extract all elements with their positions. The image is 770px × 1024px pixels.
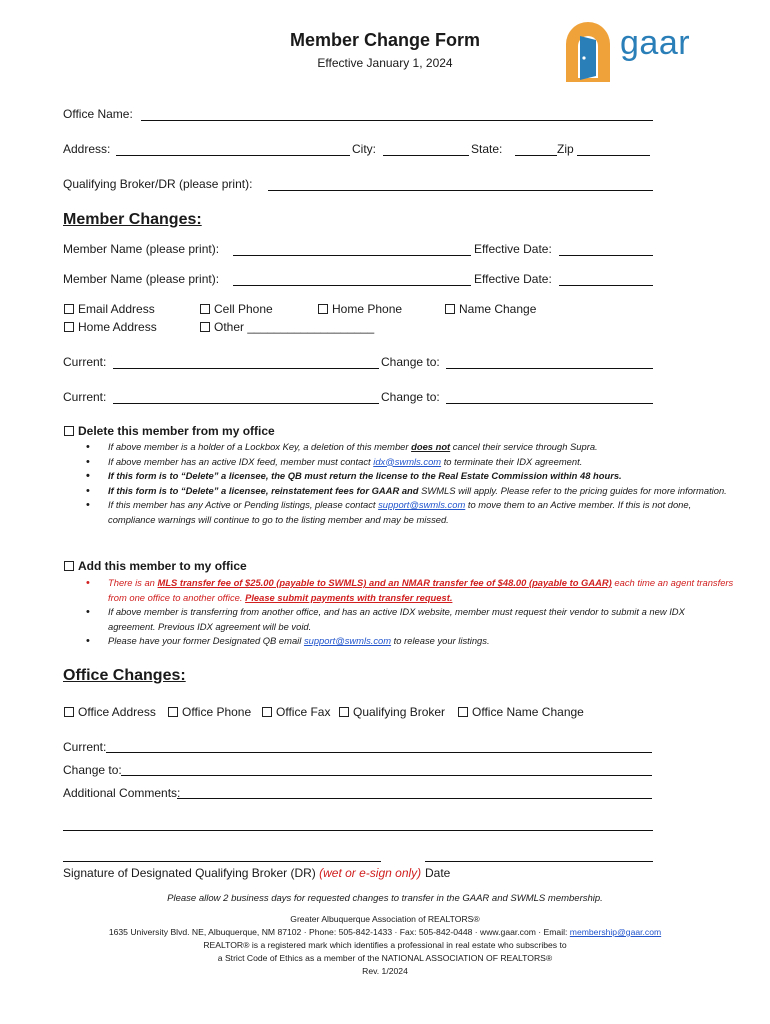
footer-org: Greater Albuquerque Association of REALTORS® xyxy=(290,914,480,924)
change-to-label-2: Change to: xyxy=(381,390,440,404)
checkbox-icon[interactable] xyxy=(262,707,272,717)
processing-notice: Please allow 2 business days for requested changes to transfer in the GAAR and SWMLS membership. xyxy=(167,893,603,904)
date-label: Date xyxy=(425,866,451,880)
additional-comments-label: Additional Comments: xyxy=(63,786,181,800)
footer-contact: 1635 University Blvd. NE, Albuquerque, NM 87102 · Phone: 505-842-1433 · Fax: 505-842-0448 · www.gaar.com · Email: membership@gaar.com xyxy=(108,927,662,937)
address-label: Address: xyxy=(63,142,111,156)
checkbox-icon[interactable] xyxy=(168,707,178,717)
add-notes-list xyxy=(84,576,734,649)
footer-ethics-note: a Strict Code of Ethics as a member of the NATIONAL ASSOCIATION OF REALTORS® xyxy=(217,953,553,963)
office-changes-heading: Office Changes: xyxy=(63,667,186,684)
current-label-1: Current: xyxy=(63,355,107,369)
checkbox-icon[interactable] xyxy=(200,304,210,314)
state-field[interactable] xyxy=(515,155,557,156)
city-label: City: xyxy=(352,142,376,156)
additional-comments-field[interactable] xyxy=(177,798,652,799)
member-name-label-1: Member Name (please print): xyxy=(63,242,220,256)
office-current-label: Current: xyxy=(63,740,107,754)
list-item: • If this form is to “Delete” a licensee, the QB must return the license to the Real Estate Commission within 48 hours. xyxy=(84,469,734,484)
footer-revision: Rev. 1/2024 xyxy=(362,966,408,976)
state-label: State: xyxy=(471,142,503,156)
zip-field[interactable] xyxy=(577,155,650,156)
checkbox-icon[interactable] xyxy=(200,322,210,332)
logo-wordmark: gaar xyxy=(620,24,691,62)
checkbox-icon[interactable] xyxy=(458,707,468,717)
effective-date-field-1[interactable] xyxy=(559,255,653,256)
list-item: • If this form is to “Delete” a licensee, reinstatement fees for GAAR and SWMLS will apply. Please refer to the pricing guides for more information. xyxy=(84,484,734,499)
gaar-logo xyxy=(556,16,706,88)
member-name-label-2: Member Name (please print): xyxy=(63,272,220,286)
effective-date-field-2[interactable] xyxy=(559,285,653,286)
office-name-label: Office Name: xyxy=(63,107,133,121)
office-change-to-label: Change to: xyxy=(63,763,122,777)
other-checkbox[interactable]: Other ___________________ xyxy=(200,320,374,334)
checkbox-icon[interactable] xyxy=(64,426,74,436)
office-name-field[interactable] xyxy=(141,120,653,121)
delete-notes-list xyxy=(84,440,734,527)
office-address-checkbox[interactable]: Office Address xyxy=(64,705,156,719)
effective-date-label-2: Effective Date: xyxy=(474,272,552,286)
member-name-field-1[interactable] xyxy=(233,255,471,256)
support-email-link[interactable]: support@swmls.com xyxy=(378,499,466,510)
list-item: • If above member has an active IDX feed, member must contact idx@swmls.com to terminate their IDX agreement. xyxy=(84,455,734,470)
member-name-field-2[interactable] xyxy=(233,285,471,286)
office-fax-checkbox[interactable]: Office Fax xyxy=(262,705,330,719)
door-logo-icon xyxy=(556,16,620,88)
change-to-field-2[interactable] xyxy=(446,403,653,404)
effective-date-label-1: Effective Date: xyxy=(474,242,552,256)
change-to-label-1: Change to: xyxy=(381,355,440,369)
date-field[interactable] xyxy=(425,861,653,862)
form-subtitle: Effective January 1, 2024 xyxy=(317,56,453,70)
signature-note: (wet or e-sign only) xyxy=(319,866,422,880)
member-changes-heading: Member Changes: xyxy=(63,211,202,228)
signature-field[interactable] xyxy=(63,861,381,862)
qualifying-broker-checkbox[interactable]: Qualifying Broker xyxy=(339,705,445,719)
list-item: • If this member has any Active or Pending listings, please contact support@swmls.com to move them to an Active member. If this is not done, compliance warnings will continue to go to the listing member and may be missed. xyxy=(84,498,734,527)
office-change-to-field[interactable] xyxy=(121,775,652,776)
name-change-checkbox[interactable]: Name Change xyxy=(445,302,536,316)
list-item: • If above member is transferring from another office, and has an active IDX website, member must request their vendor to submit a new IDX agreement. Previous IDX agreement will be void. xyxy=(84,605,734,634)
home-phone-checkbox[interactable]: Home Phone xyxy=(318,302,402,316)
list-item: • If above member is a holder of a Lockbox Key, a deletion of this member does not cancel their service through Supra. xyxy=(84,440,734,455)
support-email-link[interactable]: support@swmls.com xyxy=(303,635,392,646)
home-address-checkbox[interactable]: Home Address xyxy=(64,320,157,334)
current-field-2[interactable] xyxy=(113,403,379,404)
list-item: • Please have your former Designated QB email support@swmls.com to release your listings. xyxy=(84,634,734,649)
checkbox-icon[interactable] xyxy=(339,707,349,717)
signature-label: Signature of Designated Qualifying Broker (DR) (wet or e-sign only) xyxy=(63,866,422,880)
checkbox-icon[interactable] xyxy=(64,322,74,332)
zip-label: Zip xyxy=(557,142,574,156)
delete-member-checkbox[interactable]: Delete this member from my office xyxy=(64,424,275,438)
checkbox-icon[interactable] xyxy=(64,707,74,717)
office-name-change-checkbox[interactable]: Office Name Change xyxy=(458,705,584,719)
change-to-field-1[interactable] xyxy=(446,368,653,369)
membership-email-link[interactable]: membership@gaar.com xyxy=(569,927,662,937)
email-address-checkbox[interactable]: Email Address xyxy=(64,302,155,316)
additional-comments-field-2[interactable] xyxy=(63,830,653,831)
qualifying-broker-label: Qualifying Broker/DR (please print): xyxy=(63,177,253,191)
form-title: Member Change Form xyxy=(289,30,481,50)
footer-realtor-note: REALTOR® is a registered mark which identifies a professional in real estate who subscribes to xyxy=(203,940,567,950)
cell-phone-checkbox[interactable]: Cell Phone xyxy=(200,302,273,316)
add-member-checkbox[interactable]: Add this member to my office xyxy=(64,559,247,573)
current-label-2: Current: xyxy=(63,390,107,404)
checkbox-icon[interactable] xyxy=(445,304,455,314)
qualifying-broker-field[interactable] xyxy=(268,190,653,191)
office-phone-checkbox[interactable]: Office Phone xyxy=(168,705,251,719)
city-field[interactable] xyxy=(383,155,469,156)
current-field-1[interactable] xyxy=(113,368,379,369)
checkbox-icon[interactable] xyxy=(64,304,74,314)
address-field[interactable] xyxy=(116,155,350,156)
checkbox-icon[interactable] xyxy=(64,561,74,571)
list-item: • There is an MLS transfer fee of $25.00 (payable to SWMLS) and an NMAR transfer fee of $48.00 (payable to GAAR) each time an agent transfers from one office to another office. Please submit payments with transfer request. xyxy=(84,576,734,605)
idx-email-link[interactable]: idx@swmls.com xyxy=(373,455,442,467)
checkbox-icon[interactable] xyxy=(318,304,328,314)
office-current-field[interactable] xyxy=(106,752,652,753)
